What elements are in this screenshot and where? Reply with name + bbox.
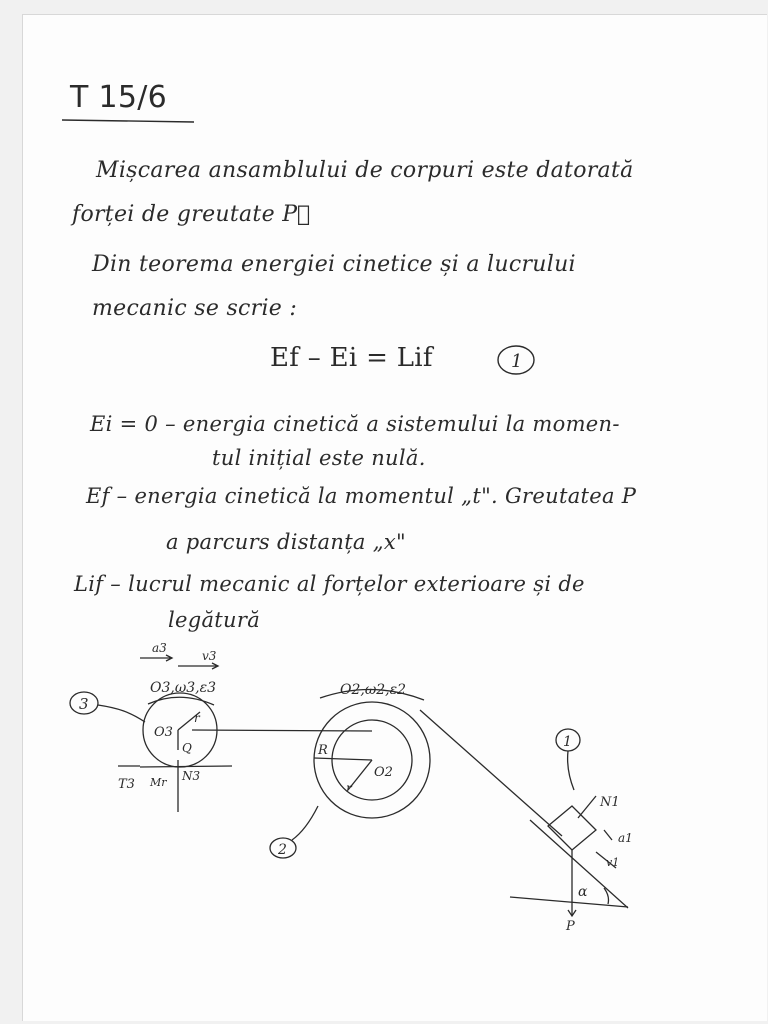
n1-label: N1 bbox=[600, 795, 620, 810]
body2-leader bbox=[292, 806, 318, 840]
body3-leader bbox=[98, 705, 145, 722]
pulley2-kinematics: O2,ω2,ε2 bbox=[340, 682, 407, 698]
big-r-label: R bbox=[318, 743, 328, 758]
o3-label: O3 bbox=[154, 725, 173, 740]
text-line-5: Ei = 0 – energia cinetică a sistemului la momen- bbox=[90, 412, 620, 436]
n1-arrow bbox=[578, 796, 596, 818]
cable-2-to-1 bbox=[420, 710, 562, 836]
incline-base bbox=[510, 897, 628, 907]
v3-label: v3 bbox=[202, 649, 217, 663]
p-label: P bbox=[566, 919, 575, 934]
text-line-7: Ef – energia cinetică la momentul „t". Greutatea P bbox=[86, 484, 637, 508]
wheel3-kinematics: O3,ω3,ε3 bbox=[150, 680, 217, 696]
a1-arrow bbox=[604, 830, 612, 840]
text-line-4: mecanic se scrie : bbox=[92, 296, 298, 321]
alpha-label: α bbox=[578, 884, 588, 900]
equation-text: Ef – Ei = Lif bbox=[270, 343, 433, 373]
text-line-1: Mișcarea ansamblului de corpuri este datorată bbox=[96, 158, 634, 183]
body1-tag: 1 bbox=[563, 734, 572, 750]
v1-label: v1 bbox=[606, 856, 620, 869]
wheel3-r-label: r bbox=[194, 711, 200, 725]
text-line-3: Din teorema energiei cinetice și a lucrului bbox=[92, 252, 576, 277]
q-label: Q bbox=[182, 741, 192, 755]
text-line-2: forței de greutate P⃗ bbox=[72, 202, 311, 227]
text-line-6: tul inițial este nulă. bbox=[212, 446, 426, 470]
small-r-label: r bbox=[346, 781, 352, 795]
page-title: T 15/6 bbox=[70, 80, 168, 115]
equation-number: 1 bbox=[511, 351, 523, 372]
n3-label: N3 bbox=[182, 769, 201, 783]
ground-line bbox=[140, 766, 232, 767]
text-line-10: legătură bbox=[168, 608, 261, 632]
o2-label: O2 bbox=[374, 765, 393, 780]
body3-tag: 3 bbox=[79, 695, 89, 713]
text-line-8: a parcurs distanța „x" bbox=[166, 530, 407, 554]
pulley2-big-radius bbox=[314, 758, 372, 760]
a3-label: a3 bbox=[152, 641, 167, 655]
text-line-9: Lif – lucrul mecanic al forțelor exterioare și de bbox=[74, 572, 585, 596]
mr-label: Mr bbox=[150, 776, 167, 789]
body1-leader bbox=[568, 751, 574, 790]
t3-label: T3 bbox=[118, 777, 135, 792]
body2-tag: 2 bbox=[278, 842, 287, 858]
a1-label: a1 bbox=[618, 831, 633, 845]
